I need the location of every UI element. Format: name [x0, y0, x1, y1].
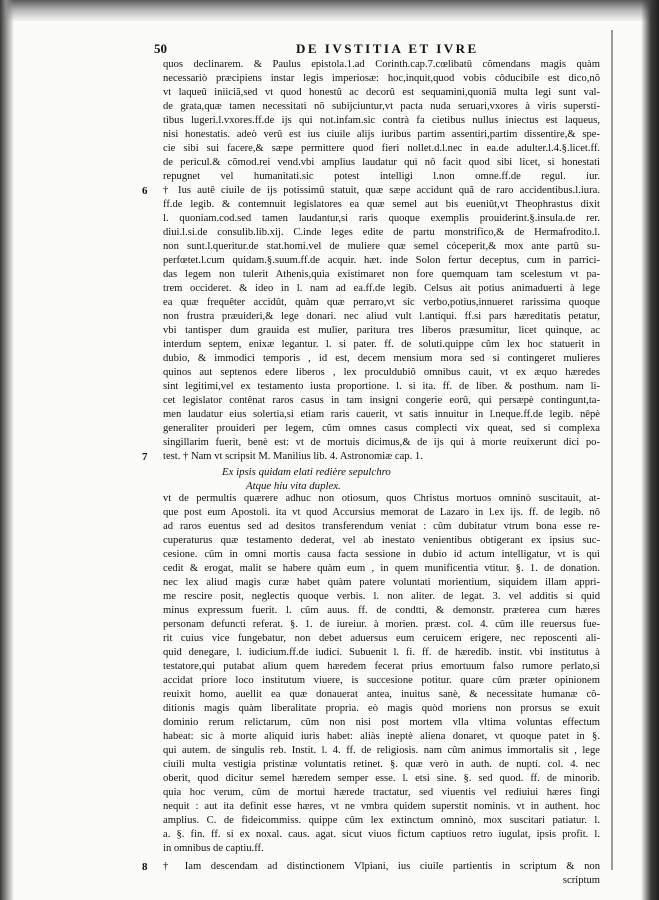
text-line: dominio rerum relictarum, cûm non nisi post mortem vlla vltima voluntas effectum — [163, 717, 600, 728]
text-line: quinos aut septenos edere liberos , lex proculdubiô omnibus cauit, vt ex æquo hæredes — [163, 367, 600, 378]
text-line: cedit & erogat, malit se habere quàm eum , in quem munificentia vtitur. §. 1. de donation. — [163, 563, 600, 574]
page-header — [0, 40, 659, 60]
text-line: singillarim fuerit, benè est: vt de mortuis dicimus,& de ijs qui à morte reuixerunt dici po- — [163, 437, 600, 448]
text-line: que post eum Apostoli. ita vt quod Accursius memorat de Lazaro in l.ex ijs. ff. de legib. nô — [163, 507, 600, 518]
text-line: diui.l.si.de consulib.lib.xij. C.inde leges edite de partu monstrifico,& de Hermafrodito.l. — [163, 227, 600, 238]
text-line: trem occideret. & ideo in l. nam ad ea.ff.de legib. Celsus ait potius animaduerti à lege — [163, 283, 600, 294]
text-line: rit cuius vice fungebatur, non debet aduersus eum ceruicem erigere, nec reposcenti ali- — [163, 633, 600, 644]
text-line: a. §. fin. ff. si ex noxal. caus. agat. sicut viuos fictum captiuos retro iugulat, ipsis profit. l. — [163, 829, 600, 840]
text-line: me rescire posit, neglectis quoque verbis. l. non aliter. de legat. 3. vel additis si quid — [163, 591, 600, 602]
text-line: non sunt.l.queritur.de stat.homi.vel de muliere quæ semel cóceperit,& mox ante partû su- — [163, 241, 600, 252]
text-line: dubio, & immodici temporis , id est, decem mensium mora sed si contingeret mulieres — [163, 353, 600, 364]
text-line: cuperaturus quæ testamento dederat, vel ab inestato venientibus obtigerant ex ipsius suc- — [163, 535, 600, 546]
text-line: test. † Nam vt scripsit M. Manilius lib. 4. Astronomiæ cap. 1. — [163, 451, 423, 462]
margin-section-number: 8 — [142, 860, 148, 873]
margin-section-number: 7 — [142, 451, 148, 463]
text-line: tibus lugeri.l.vxores.ff.de ijs qui not.infam.sic contrà fa cietibus nullus iniectus est laqueus, — [163, 115, 600, 126]
text-line: habeat: sic à morte aliquid iuris habet: aliàs ineptè aliena donaret, vt quoque patet in §. — [163, 731, 600, 742]
binding-gutter-line — [611, 30, 613, 870]
text-line: † Iam descendam ad distinctionem Vlpiani, ius ciuile partientis in scriptum & non — [163, 860, 600, 872]
text-line: nequit : aut ita definit esse hæres, vt ne vmbra quidem superstit nominis. vt in authent. hoc — [163, 801, 600, 812]
text-line: de pericul.& cõmod.rei vend.vbi amplius laudatur qui nô facit quod sibi licet, si honestati — [163, 157, 600, 168]
text-line: oberit, quod dicitur semel hæredem semper esse. l. etsi sine. §. sed quod. ff. de minorib. — [163, 773, 600, 784]
text-line: scriptum — [562, 874, 600, 886]
text-line: minus expressum fuerit. l. cûm auus. ff. de condtti, & demonstr. præterea cum hæres — [163, 605, 600, 616]
text-line: necessariò præcipiens instar legis imperiosæ: hoc,inquit,quod vobis côducibile est dico,nõ — [163, 73, 600, 84]
text-line: das legem non tulerit Athenis,quia existimaret non fore quemquam tam scelestum vt pa- — [163, 269, 600, 280]
page-number: 50 — [154, 41, 167, 56]
text-line: † Ius autê ciuile de ijs potissimû statuit, quæ sæpe accidunt quã de raro accidentibus.l.iura. — [163, 185, 600, 196]
text-line: amplius. C. de fideicommiss. quippe cûm lex extinctum omninò, mox suscitari patiatur. l. — [163, 815, 600, 826]
text-line: ditionis magis quàm liberalitate propria. eò magis quòd moriens non prorsus se exuit — [163, 703, 600, 714]
text-line: cie sibi sui facere,& sæpe permittere quod fieri nollet.d.l.nec in ea.de adulter.l.4.§.licet.ff. — [163, 143, 600, 154]
text-line: ff.de legib. & contemnuit legislatores ea quæ semel aut bis eueniût,vt Theophrastus dixit — [163, 199, 600, 210]
text-line: ciuili multa vestigia pristinæ voluntatis retinet. §. quæ verò in auth. de nuptí. col. 4. nec — [163, 759, 600, 770]
text-line: de grata,quæ tamen necessitati nõ subijciuntur,vt pacta nuda seruari,vxores à viris superstí- — [163, 101, 600, 112]
text-line: reuixit homo, auellit ea quæ donauerat antea, inuitus sanè, & necessitate humanæ cô- — [163, 689, 600, 700]
scan-right-edge-shadow — [641, 0, 659, 900]
text-line: generaliter prouideri per legem, cûm omnes casus complecti vix queat, sed si complexa — [163, 423, 600, 434]
text-line: perfœtet.l.cum quidam.§.suum.ff.de acquir. hæt. inde Solon fertur deceptus, cum in parrici- — [163, 255, 600, 266]
text-line: ea quæ frequêter accidût, quàm quæ perraro,vt sic verbo,potius,innueret rarissima quoque — [163, 297, 600, 308]
text-line: repugnet vel humanitati.sic potest intelligi l.non omne.ff.de regul. iur. — [163, 171, 600, 182]
text-line: cesione. cûm in omni mortis causa facta sessione in dubio id actum intelligatur, vt is qui — [163, 549, 600, 560]
text-line: l. quoniam.cod.sed tamen laudantur,si raris quoque exemplis prouiderint.§.insula.de rer. — [163, 213, 600, 224]
verse-line: Ex ipsis quidam elati redière sepulchro — [222, 466, 391, 478]
text-line: vt laqueû iniiciã,sed vt quod honestû ac decorû est sequamini,quoniã multa legi sunt val- — [163, 87, 600, 98]
text-line: personam defuncti referat. §. 1. de iureiur. à morien. præst. col. 4. cûm ille reuersus fue- — [163, 619, 600, 630]
text-line: qui autem. de singulis reb. Instit. l. 4. ff. de religiosis. nam cûm animus immortalis sit , lege — [163, 745, 600, 756]
text-line: quia hoc verum, cûm de mortui hærede tractatur, sed viuentis vel rediuiui hæres fingi — [163, 787, 600, 798]
text-line: sint legitimi,vel ex testamento iusta proportione. l. si ita. ff. de liber. & posthum. nam li- — [163, 381, 600, 392]
text-line: men laudatur eius solertia,si etiam raris cauerit, vt satis innuitur in l.neque.ff.de legib. nêpè — [163, 409, 600, 420]
text-line: interdum septem, enixæ legantur. l. si pater. ff. de soluti.quippe cûm lex hoc statuerit in — [163, 339, 600, 350]
running-head: DE IVSTITIA ET IVRE — [296, 41, 479, 56]
text-line: accidat priore loco institutum viuere, is succesione potitur. quare cûm præter opinionem — [163, 675, 600, 686]
text-line: nec lex aliud magis curæ habet quàm patere voluntati morientium, siquidem illam appri- — [163, 577, 600, 588]
text-line: vbi tantisper dum grauida est mulier, paritura tres liberos præsumitur, licet quinque, ac — [163, 325, 600, 336]
text-line: ad raros euentus sed ad desitos transferendum veniat : cûm dubitatur vtrum bona esse re- — [163, 521, 600, 532]
text-line: in omnibus de captiu.ff. — [163, 843, 264, 854]
scan-top-edge-shadow — [0, 0, 659, 22]
text-line: cet legislator contênat raros casus in tam insigni congerie eorû, qui persæpè contingunt,ta- — [163, 395, 600, 406]
scan-left-edge-shadow — [0, 0, 14, 900]
text-line: non frustra præuideri,& lege donari. nec aliud vult l.antiqui. ff.si pars hæreditatis petatur, — [163, 311, 600, 322]
text-line: nisi honestatis. adeò verû est ius ciuile alijs iuribus partim assentiri,partim dissentire,& spe- — [163, 129, 600, 140]
text-line: testatore,qui putabat alium quem hæredem fecerat prius emortuum falso rumore perlato,si — [163, 661, 600, 672]
text-line: vt de permultis quærere adhuc non otiosum, quos Christus mortuos omninò suscitauit, at- — [163, 493, 600, 504]
margin-section-number: 6 — [142, 185, 148, 197]
verse-line: Atque hiu vita duplex. — [246, 480, 341, 492]
text-line: quid denegare, l. iudicium.ff.de iudici. Subuenit l. fi. ff. de hæredib. instit. vbi institutus à — [163, 647, 600, 658]
text-line: quos declinarem. & Paulus epistola.1.ad Corinth.cap.7.cœlibatû cõmendans magis quàm — [163, 59, 600, 70]
